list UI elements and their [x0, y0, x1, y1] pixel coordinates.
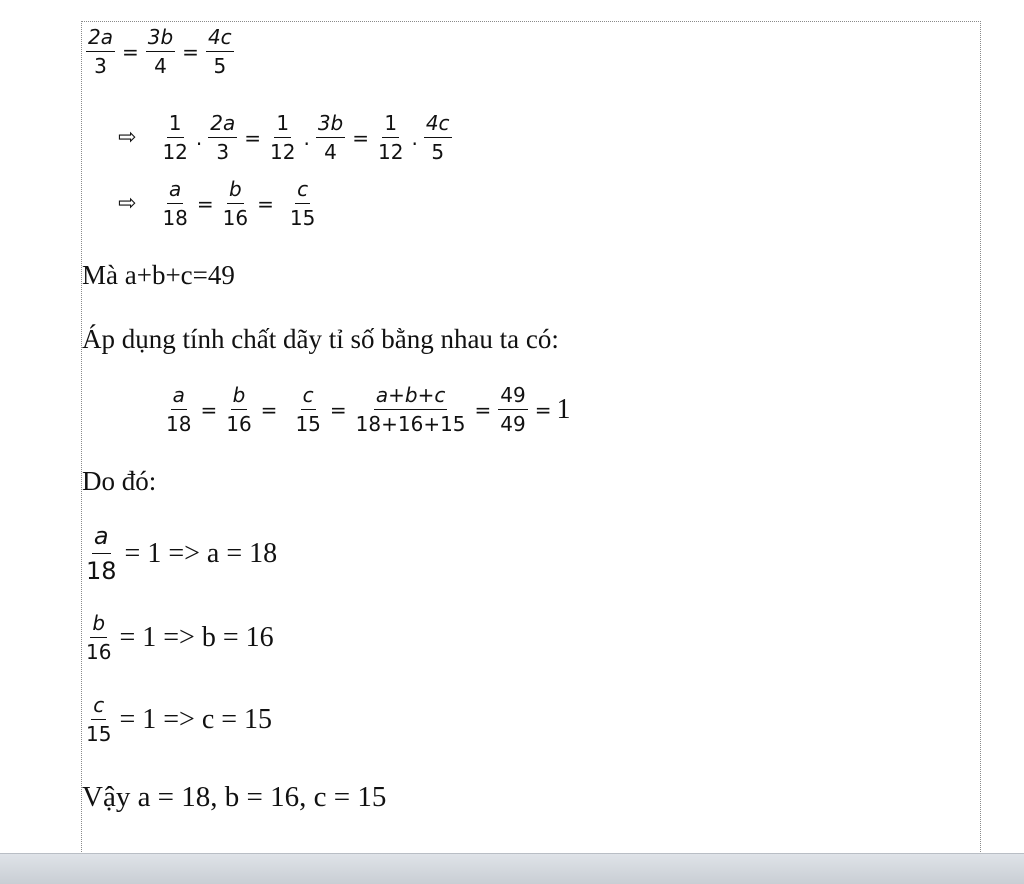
- sum-statement: Mà a+b+c=49: [82, 260, 235, 290]
- fraction-2a-3: $\frac{2a}{3}$: [88, 25, 113, 78]
- equation-ratio: $\frac{a}{18}$ = $\frac{b}{16}$ = $\frac{c}{15}$ = $\frac{a+b+c}{18+16+15}$ = $\frac{49}{49}$ = 1: [166, 383, 571, 436]
- fraction-4c-5: $\frac{4c}{5}$: [207, 25, 232, 78]
- equation-multiply: ⇨ $\frac{1}{12}$ . $\frac{2a}{3}$ = $\frac{1}{12}$ . $\frac{3b}{4}$ = $\frac{1}{12}$ . $\frac{4c}{5}$: [118, 111, 450, 164]
- equation-simplified: ⇨ $\frac{a}{18}$ = $\frac{b}{16}$ = $\frac{c}{15}$: [118, 177, 316, 230]
- result-c: $\frac{c}{15}$ = 1 => c = 15: [86, 693, 273, 746]
- fraction-3b-4: $\frac{3b}{4}$: [147, 25, 174, 78]
- apply-statement: Áp dụng tính chất dãy tỉ số bằng nhau ta có:: [82, 324, 559, 354]
- result-b: $\frac{b}{16}$ = 1 => b = 16: [86, 611, 274, 664]
- arrow-icon: ⇨: [118, 125, 137, 150]
- status-bar: [0, 853, 1024, 884]
- therefore-label: Do đó:: [82, 466, 157, 496]
- document-page: [81, 21, 981, 862]
- arrow-icon: ⇨: [118, 191, 137, 216]
- equation-proportion: $\frac{2a}{3}$ = $\frac{3b}{4}$ = $\frac{4c}{5}$: [88, 25, 232, 78]
- result-a: $\frac{a}{18}$ = 1 => a = 18: [86, 522, 278, 585]
- conclusion: Vậy a = 18, b = 16, c = 15: [82, 781, 387, 813]
